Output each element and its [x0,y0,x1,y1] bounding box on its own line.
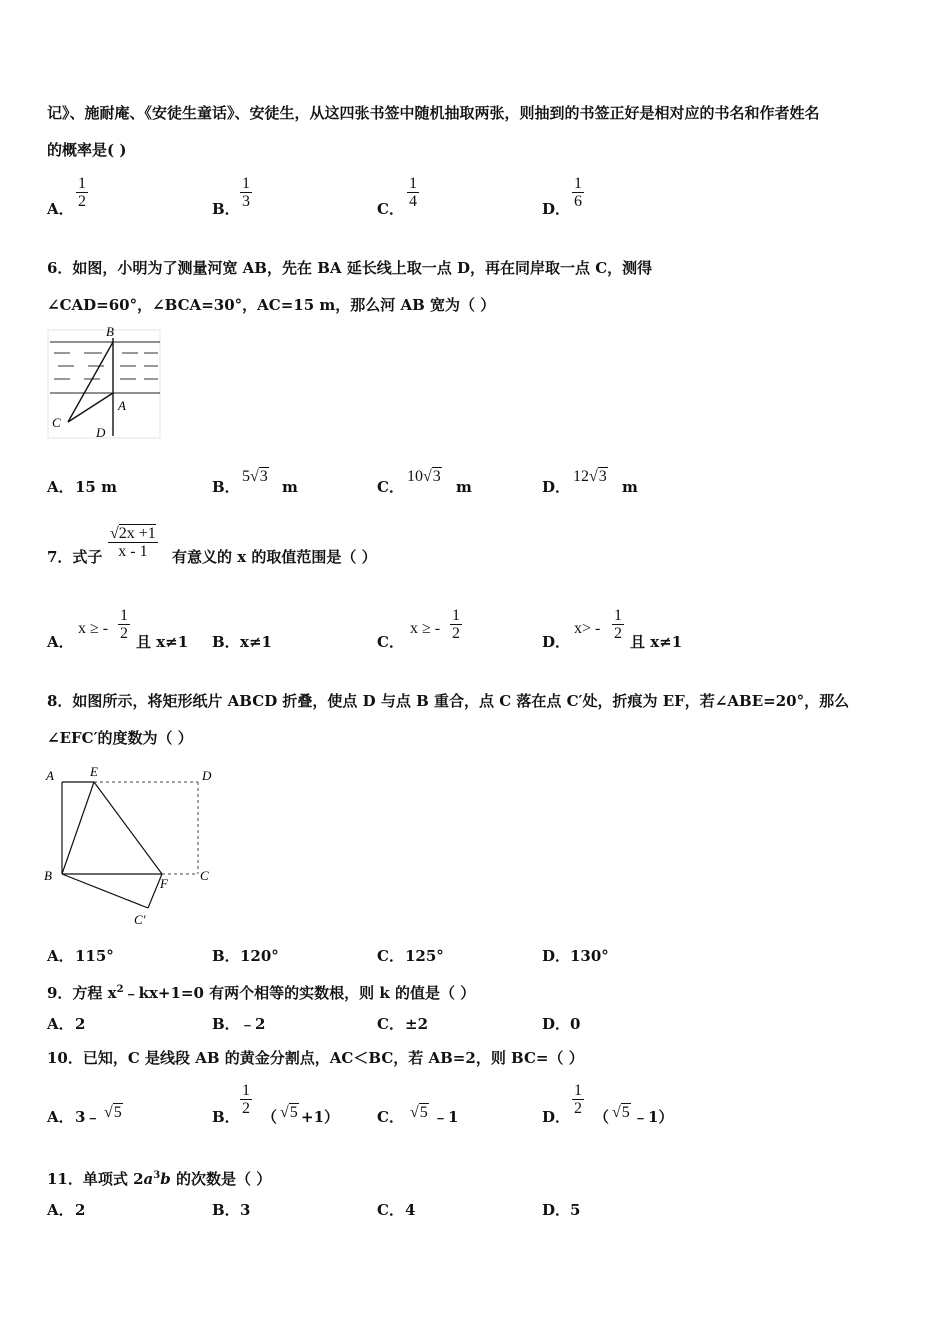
q6-option-d-radical: 12√3 [573,468,607,485]
q11-option-c-text: 4 [405,1201,416,1219]
q7-option-c-rel: x ≥ - [410,620,441,637]
q10-option-b-den: 2 [242,1100,250,1117]
q11-line [47,1167,271,1188]
q7-option-d-den: 2 [614,625,622,642]
q10-option-c-radicand: 5 [419,1104,428,1121]
q10-option-d-num: 1 [574,1082,582,1099]
q9-option-d-label[interactable]: D． [542,1015,571,1033]
q7-numerator: √2x +1 [110,525,156,542]
q11-post: 的次数是（ ） [170,1170,272,1188]
q6-option-b-radicand: 3 [259,468,268,485]
q8-label-c: C [200,868,209,883]
q8-option-d-label[interactable]: D． [542,947,571,965]
q10-option-c-tail: ﹣1 [433,1108,459,1126]
q10-line: 10．已知，C 是线段 AB 的黄金分割点，AC＜BC，若 AB=2，则 BC=（ ） [47,1049,584,1067]
q10-option-d-radical: √5 [612,1104,630,1121]
q8-option-b-label[interactable]: B． [212,947,240,965]
q8-option-d-text: 130° [570,947,609,965]
q10-option-d-label[interactable]: D． [542,1108,571,1126]
q5-option-d-label[interactable]: D． [542,200,571,218]
q9-pre: 9．方程 x [47,984,117,1002]
q6-option-b-coef: 5 [242,468,250,485]
q11-option-c-label[interactable]: C． [377,1201,404,1219]
q11-pre: 11．单项式 2 [47,1170,144,1188]
q11-option-d-label[interactable]: D． [542,1201,571,1219]
q5-option-c-label[interactable]: C． [377,200,404,218]
q6-option-b-radical: 5√3 [242,468,268,485]
q8-segment-bc2 [62,874,148,908]
q6-option-c-radicand: 3 [432,468,441,485]
q10-option-c-radical: √5 [410,1104,428,1121]
q7-prefix: 7．式子 [47,548,103,566]
q9-option-b-label[interactable]: B． [212,1015,240,1033]
q6-label-c: C [52,415,61,430]
q5-option-b-num: 1 [242,175,250,192]
q7-suffix: 有意义的 x 的取值范围是（ ） [172,548,377,566]
q5-option-a-den: 2 [78,193,86,210]
q11-option-b-label[interactable]: B． [212,1201,240,1219]
q7-option-b-text: x≠1 [240,633,272,651]
q7-option-a-rel: x ≥ - [78,620,109,637]
q7-option-b-label[interactable]: B． [212,633,240,651]
q11-option-a-label[interactable]: A． [47,1201,74,1219]
q5-option-d-fraction [572,175,584,210]
q8-option-a-label[interactable]: A． [47,947,74,965]
q6-option-a-label[interactable]: A． [47,478,74,496]
q6-line1: 6．如图，小明为了测量河宽 AB，先在 BA 延长线上取一点 D，再在同岸取一点 C，测得 [47,259,653,277]
q6-label-a: A [118,398,126,413]
q7-option-a-fraction [118,607,130,642]
q7-option-d-label[interactable]: D． [542,633,571,651]
q6-option-d-radicand: 3 [598,468,607,485]
q5-option-b-label[interactable]: B． [212,200,240,218]
q8-label-e: E [90,764,98,779]
q6-option-c-radical: 10√3 [407,468,441,485]
q7-option-c-label[interactable]: C． [377,633,404,651]
q6-line-ac [68,393,113,422]
q6-option-c-coef: 10 [407,468,423,485]
q7-option-c-den: 2 [452,625,460,642]
q10-option-a-label[interactable]: A． [47,1108,74,1126]
q6-option-d-unit: m [622,478,638,496]
q8-label-a: A [46,768,54,783]
q6-label-b: B [106,324,114,339]
q9-option-d-text: 0 [570,1015,581,1033]
q11-option-d-text: 5 [570,1201,581,1219]
q9-option-a-text: 2 [75,1015,86,1033]
q10-option-b-radicand: 5 [289,1104,298,1121]
q6-water-lines [54,353,158,379]
q7-option-d-tail: 且 x≠1 [630,633,683,651]
q6-option-b-unit: m [282,478,298,496]
q9-option-c-text: ±2 [405,1015,429,1033]
q5-option-c-den: 4 [409,193,417,210]
q8-line2: ∠EFC′的度数为（ ） [47,729,193,747]
q8-segment-be [62,782,94,874]
q8-option-c-label[interactable]: C． [377,947,404,965]
q7-option-a-label[interactable]: A． [47,633,74,651]
q8-option-c-text: 125° [405,947,444,965]
q7-option-a-den: 2 [120,625,128,642]
q7-expression [108,525,158,560]
q6-line2: ∠CAD=60°，∠BCA=30°，AC=15 m，那么河 AB 宽为（ ） [47,296,496,314]
q7-option-d-num: 1 [614,607,622,624]
q6-option-a-text: 15 m [75,478,117,496]
q8-option-a-text: 115° [75,947,114,965]
q5-option-b-fraction [240,175,252,210]
q5-option-d-den: 6 [574,193,582,210]
q6-option-c-unit: m [456,478,472,496]
q10-option-a-radical: √5 [104,1104,122,1121]
q5-option-d-num: 1 [574,175,582,192]
q10-option-d-den: 2 [574,1100,582,1117]
q7-option-a-tail: 且 x≠1 [136,633,189,651]
q7-radicand: 2x +1 [118,525,156,542]
q11-option-a-text: 2 [75,1201,86,1219]
q6-river-figure [44,322,166,440]
q8-label-d: D [202,768,212,783]
q11-var-a: a [143,1170,154,1188]
q8-rectangle-figure [42,762,222,930]
q5-option-c-fraction [407,175,419,210]
q5-option-c-num: 1 [409,175,417,192]
q9-option-b-text: ﹣2 [240,1015,266,1033]
q6-label-d: D [96,425,106,440]
q10-option-b-num: 1 [242,1082,250,1099]
q8-segment-ef [94,782,162,874]
q10-option-d-radicand: 5 [621,1104,630,1121]
q8-label-c-prime: C′ [134,912,146,927]
q6-line-bc [68,342,113,422]
q10-option-b-label[interactable]: B． [212,1108,240,1126]
q11-sup: 3 [153,1170,161,1181]
q10-option-c-label[interactable]: C． [377,1108,404,1126]
q8-label-b: B [44,868,52,883]
q6-option-d-coef: 12 [573,468,589,485]
q9-option-a-label[interactable]: A． [47,1015,74,1033]
q9-post: ﹣kx+1=0 有两个相等的实数根，则 k 的值是（ ） [123,984,476,1002]
q11-var-b: b [160,1170,171,1188]
q8-label-f: F [160,876,168,891]
q7-option-d-rel: x> - [574,620,601,637]
q10-option-b-fraction [240,1082,252,1117]
q7-option-c-num: 1 [452,607,460,624]
q6-option-c-label[interactable]: C． [377,478,404,496]
q7-option-a-num: 1 [120,607,128,624]
q5-option-a-fraction [76,175,88,210]
q10-option-d-close: ﹣1） [633,1108,674,1126]
q7-option-c-fraction [450,607,462,642]
q10-option-d-open: （ [594,1108,610,1126]
q9-option-c-label[interactable]: C． [377,1015,404,1033]
q6-option-d-label[interactable]: D． [542,478,571,496]
q8-option-b-text: 120° [240,947,279,965]
q6-figure-frame [48,330,160,438]
q10-option-d-fraction [572,1082,584,1117]
q7-denominator: x - 1 [118,543,148,560]
q10-option-a-pre: 3﹣ [75,1108,101,1126]
q5-option-b-den: 3 [242,193,250,210]
q6-option-b-label[interactable]: B． [212,478,240,496]
q5-option-a-label[interactable]: A． [47,200,74,218]
q7-option-d-fraction [612,607,624,642]
q10-option-a-radicand: 5 [113,1104,122,1121]
q11-option-b-text: 3 [240,1201,251,1219]
q8-line1: 8．如图所示，将矩形纸片 ABCD 折叠，使点 D 与点 B 重合，点 C 落在点 C′处，折痕为 EF，若∠ABE=20°，那么 [47,692,850,710]
q5-line1: 记》、施耐庵、《安徒生童话》、安徒生，从这四张书签中随机抽取两张，则抽到的书签正好是相对应的书名和作者姓名 [47,104,820,122]
q5-line2: 的概率是( ) [47,141,127,159]
q10-option-b-close: +1） [301,1108,340,1126]
q10-option-b-radical: √5 [280,1104,298,1121]
q5-option-a-num: 1 [78,175,86,192]
q9-line [47,981,475,1002]
q10-option-b-open: （ [262,1108,278,1126]
q9-sup: 2 [116,984,124,995]
